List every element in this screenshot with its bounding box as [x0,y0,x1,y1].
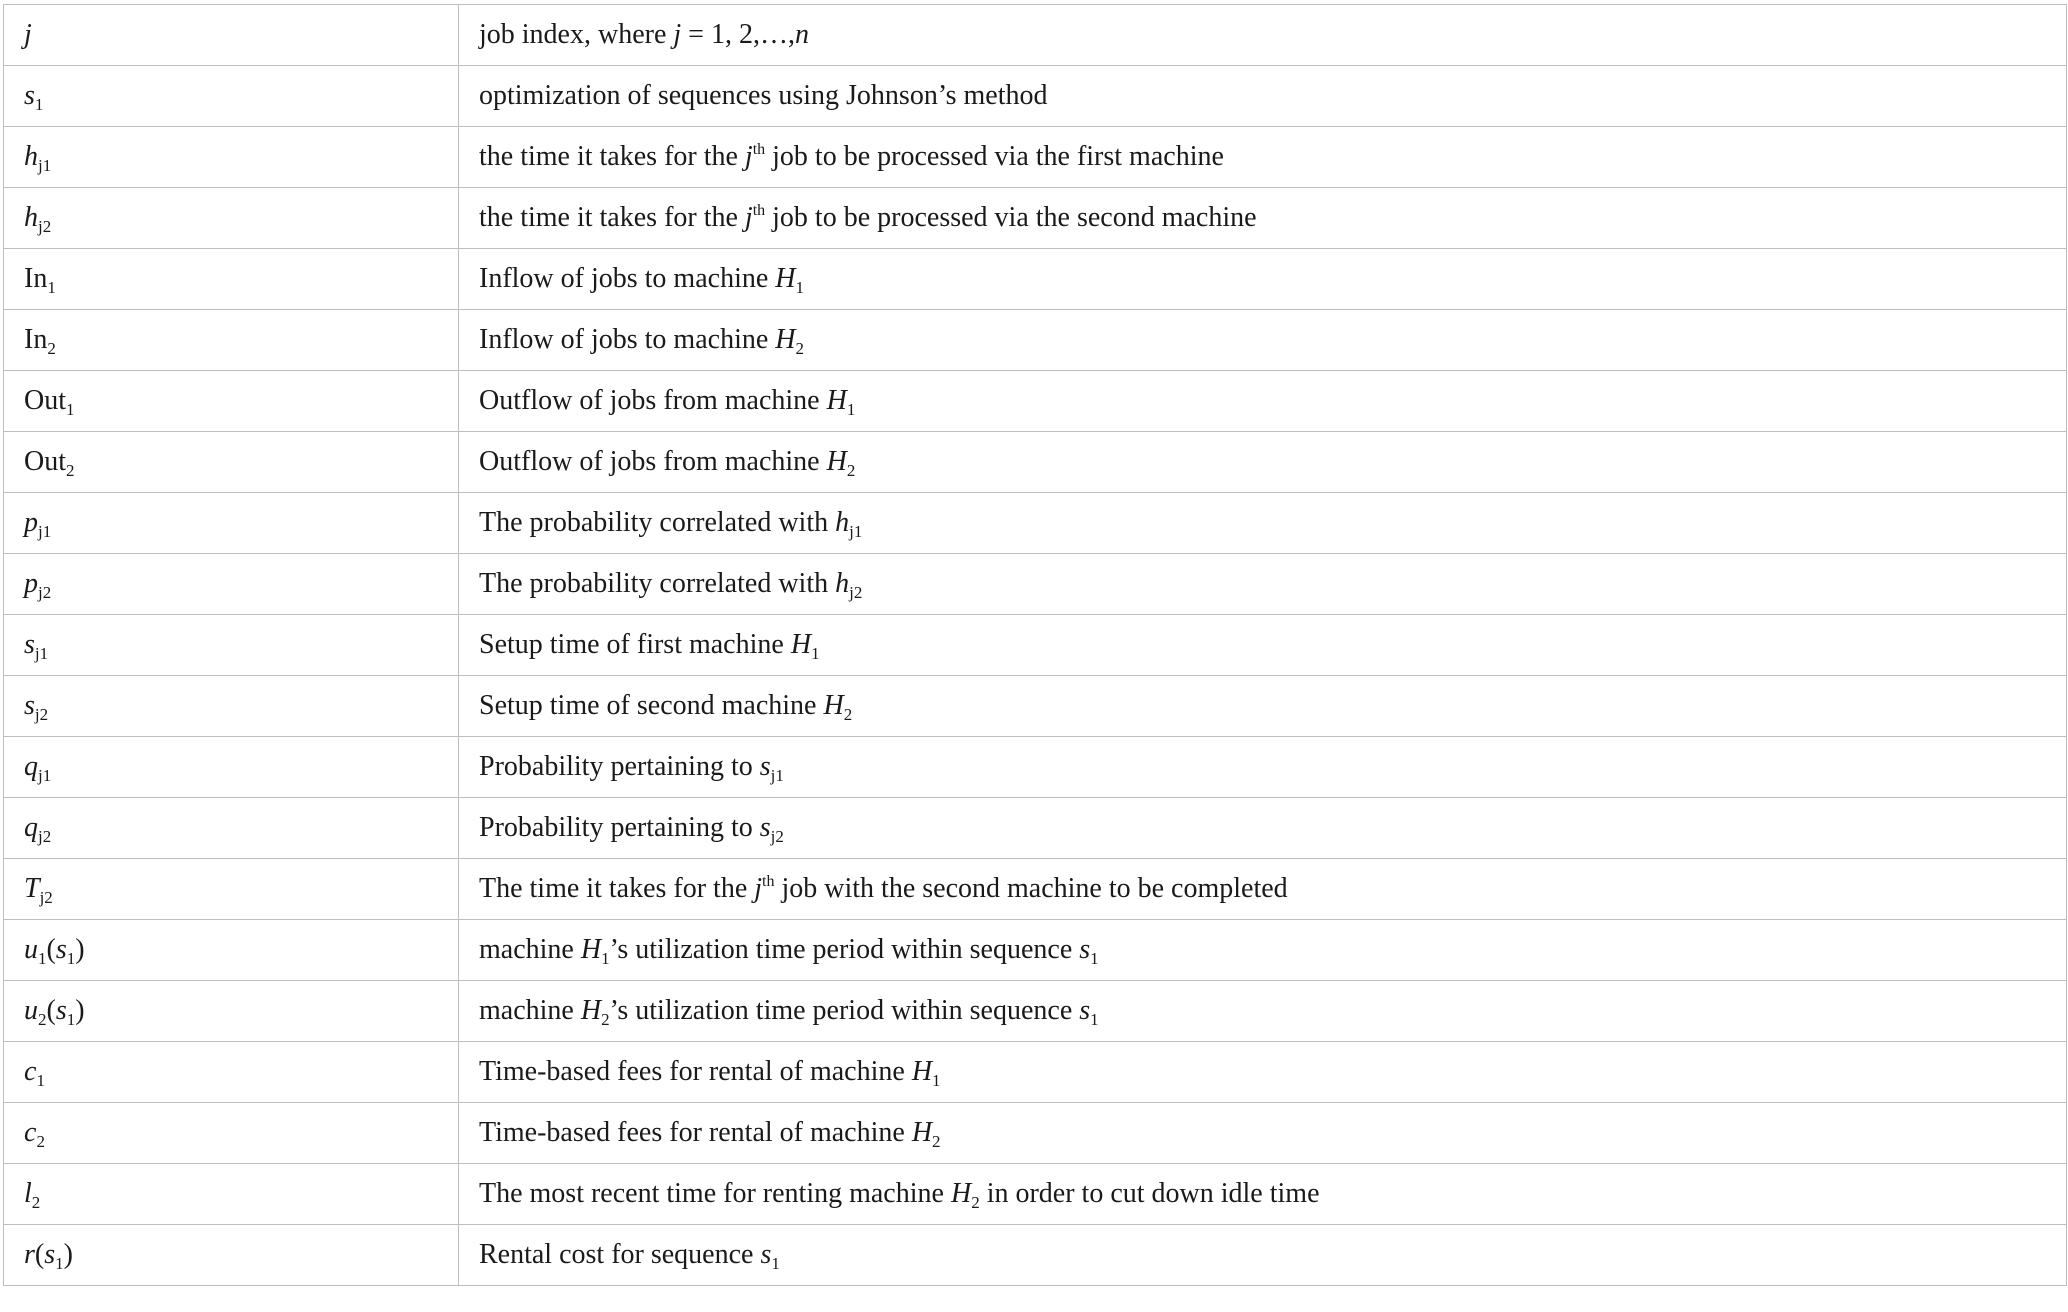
text-segment: s [44,1239,56,1270]
text-segment: H [826,446,847,477]
text-segment: 2 [601,1010,610,1029]
description-cell [459,493,2067,554]
symbol-cell [4,920,459,981]
text-segment: j [754,873,763,904]
text-segment: h [835,507,850,538]
text-segment: j1 [38,522,52,541]
symbol-cell [4,981,459,1042]
table-row [4,1103,2067,1164]
text-segment: h [24,202,38,233]
text-segment: r [24,1239,35,1270]
table-row [4,859,2067,920]
text-segment: 1 [771,1254,780,1273]
description-cell [459,859,2067,920]
description-cell [459,1225,2067,1286]
text-segment: s [24,80,35,111]
symbol-cell [4,188,459,249]
text-segment: 1 [66,400,75,419]
symbol-cell [4,371,459,432]
text-segment: ( [46,934,56,965]
text-segment: ’s utilization time period within sequence [609,995,1080,1026]
text-segment: q [24,751,38,782]
table-row [4,1042,2067,1103]
text-segment: H [580,995,602,1026]
symbol-cell [4,493,459,554]
text-segment: ) [75,995,85,1026]
text-segment: the time it takes for the [479,202,745,233]
text-segment: 1 [38,949,47,968]
text-segment: in order to cut down idle time [979,1178,1320,1209]
symbol-cell [4,554,459,615]
text-segment: 2 [66,461,75,480]
text-segment: j [24,19,32,50]
symbol-cell [4,1103,459,1164]
symbol-cell [4,432,459,493]
text-segment: s [24,690,35,721]
table-row [4,310,2067,371]
text-segment: j2 [38,583,52,602]
text-segment: job index, where [479,19,674,50]
text-segment: j [673,19,682,50]
text-segment: Setup time of first machine [479,629,791,660]
text-segment: n [794,19,809,50]
text-segment: Outflow of jobs from machine [479,446,827,477]
text-segment: s [55,934,67,965]
table-row [4,1225,2067,1286]
text-segment: l [24,1178,32,1209]
text-segment: j [744,141,753,172]
table-row [4,188,2067,249]
description-cell [459,1042,2067,1103]
text-segment: s [24,629,35,660]
text-segment: j2 [38,217,52,236]
text-segment: 1 [795,278,805,297]
text-segment: p [24,568,38,599]
symbol-cell [4,5,459,66]
text-segment: optimization of sequences using Johnson’s method [479,80,1048,111]
text-segment: Time-based fees for rental of machine [479,1117,912,1148]
text-segment: The probability correlated with [479,507,836,538]
text-segment: 2 [932,1132,941,1151]
symbol-cell [4,310,459,371]
text-segment: c [24,1117,37,1148]
text-segment: s [759,812,771,843]
text-segment: ) [75,934,85,965]
text-segment: h [24,141,38,172]
text-segment: The time it takes for the [479,873,755,904]
text-segment: q [24,812,38,843]
text-segment: Inflow of jobs to machine [479,324,776,355]
text-segment: job to be processed via the first machine [765,141,1224,172]
text-segment: th [762,873,775,890]
text-segment: T [24,873,40,904]
text-segment: The most recent time for renting machine [479,1178,951,1209]
table-row [4,1164,2067,1225]
text-segment: H [950,1178,972,1209]
text-segment: 2 [971,1193,980,1212]
text-segment: job with the second machine to be completed [774,873,1288,904]
symbol-cell [4,1164,459,1225]
text-segment: j2 [849,583,863,602]
text-segment: Outflow of jobs from machine [479,385,827,416]
text-segment: th [752,202,766,219]
text-segment: p [24,507,38,538]
text-segment: 2 [843,705,853,724]
text-segment: 1 [66,1010,76,1029]
text-segment: ’s utilization time period within sequence [609,934,1080,965]
text-segment: Setup time of second machine [479,690,824,721]
text-segment: 1 [34,95,44,114]
notation-table-container [3,4,2067,1286]
text-segment: H [823,690,844,721]
text-segment: j [744,202,753,233]
table-row [4,249,2067,310]
text-segment: ( [34,1239,45,1270]
symbol-cell [4,1042,459,1103]
table-row [4,5,2067,66]
description-cell [459,676,2067,737]
description-cell [459,737,2067,798]
description-cell [459,615,2067,676]
text-segment: = 1, 2,…, [681,19,795,50]
text-segment: 1 [932,1071,941,1090]
symbol-cell [4,676,459,737]
text-segment: 1 [66,949,76,968]
text-segment: ( [46,995,56,1026]
text-segment: s [1079,934,1091,965]
text-segment: 2 [38,1010,47,1029]
text-segment: j1 [849,522,863,541]
text-segment: j2 [38,827,52,846]
description-cell [459,1164,2067,1225]
text-segment: Probability pertaining to [479,751,760,782]
text-segment: job to be processed via the second machine [765,202,1257,233]
text-segment: 2 [846,461,856,480]
text-segment: 1 [36,1071,45,1090]
table-row [4,737,2067,798]
text-segment: Inflow of jobs to machine [479,263,776,294]
text-segment: 1 [55,1254,64,1273]
description-cell [459,249,2067,310]
text-segment: 1 [47,278,56,297]
notation-table [3,4,2067,1286]
text-segment: j1 [770,766,784,785]
text-segment: c [24,1056,37,1087]
text-segment: 1 [846,400,856,419]
table-row [4,493,2067,554]
text-segment: th [752,141,766,158]
table-row [4,127,2067,188]
text-segment: In [24,324,48,355]
text-segment: Out [24,446,66,477]
text-segment: H [775,263,796,294]
text-segment: j2 [39,888,53,907]
text-segment: machine [479,934,581,965]
text-segment: j2 [770,827,784,846]
description-cell [459,66,2067,127]
text-segment: Out [24,385,66,416]
text-segment: ) [63,1239,73,1270]
text-segment: s [759,751,771,782]
text-segment: 1 [601,949,610,968]
text-segment: 2 [36,1132,45,1151]
text-segment: H [911,1056,933,1087]
text-segment: j1 [38,766,52,785]
table-row [4,920,2067,981]
text-segment: h [835,568,850,599]
text-segment: s [1079,995,1091,1026]
text-segment: Probability pertaining to [479,812,760,843]
description-cell [459,188,2067,249]
text-segment: 1 [811,644,820,663]
text-segment: 2 [795,339,805,358]
text-segment: Rental cost for sequence [479,1239,761,1270]
text-segment: u [24,995,38,1026]
text-segment: 1 [1090,1010,1099,1029]
table-row [4,798,2067,859]
text-segment: the time it takes for the [479,141,745,172]
symbol-cell [4,249,459,310]
table-row [4,981,2067,1042]
text-segment: j1 [38,156,52,175]
description-cell [459,920,2067,981]
text-segment: Time-based fees for rental of machine [479,1056,912,1087]
description-cell [459,432,2067,493]
description-cell [459,798,2067,859]
text-segment: j2 [34,705,49,724]
text-segment: The probability correlated with [479,568,836,599]
description-cell [459,371,2067,432]
text-segment: 1 [1090,949,1099,968]
text-segment: H [580,934,602,965]
symbol-cell [4,127,459,188]
text-segment: s [55,995,67,1026]
table-row [4,615,2067,676]
description-cell [459,1103,2067,1164]
text-segment: In [24,263,48,294]
text-segment: 2 [31,1193,41,1212]
notation-table-body [4,5,2067,1286]
table-row [4,432,2067,493]
table-row [4,554,2067,615]
text-segment: H [911,1117,933,1148]
description-cell [459,127,2067,188]
symbol-cell [4,66,459,127]
symbol-cell [4,737,459,798]
description-cell [459,554,2067,615]
text-segment: machine [479,995,581,1026]
text-segment: H [826,385,847,416]
text-segment: 2 [47,339,56,358]
description-cell [459,981,2067,1042]
symbol-cell [4,615,459,676]
symbol-cell [4,1225,459,1286]
description-cell [459,310,2067,371]
symbol-cell [4,798,459,859]
table-row [4,66,2067,127]
table-row [4,676,2067,737]
symbol-cell [4,859,459,920]
table-row [4,371,2067,432]
text-segment: s [760,1239,772,1270]
text-segment: H [790,629,812,660]
text-segment: u [24,934,38,965]
description-cell [459,5,2067,66]
text-segment: j1 [34,644,49,663]
text-segment: H [775,324,796,355]
